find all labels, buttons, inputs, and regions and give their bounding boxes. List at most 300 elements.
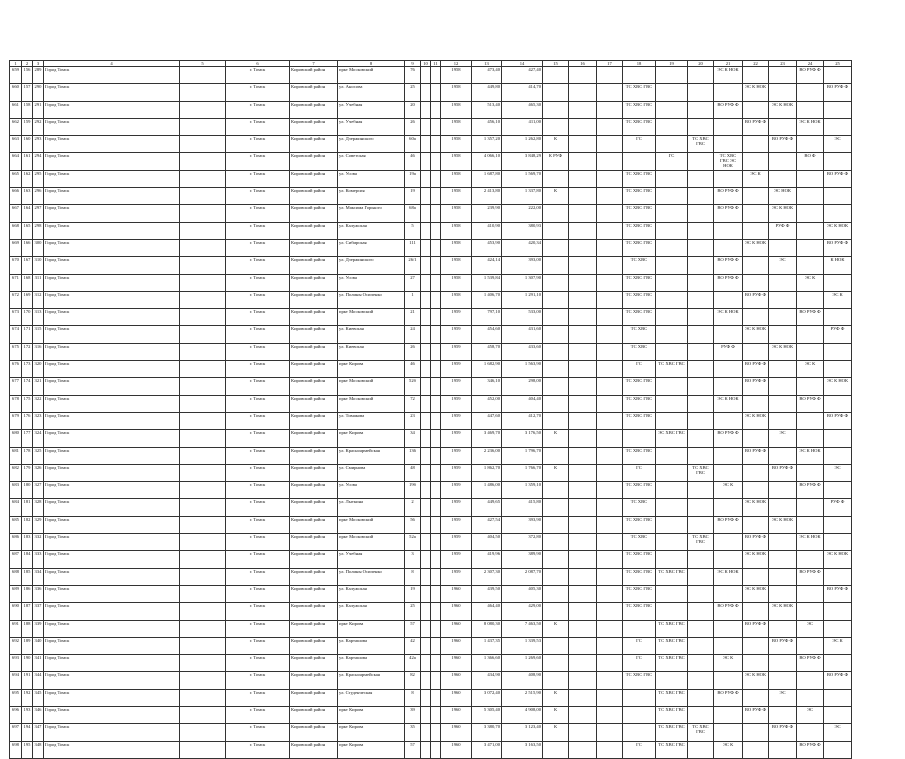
table-cell: ЭС ХВС ГВС bbox=[656, 430, 688, 447]
table-cell: 447,60 bbox=[472, 412, 502, 429]
table-cell: 194 bbox=[22, 724, 33, 741]
table-cell bbox=[769, 153, 797, 170]
table-cell: ТС ХВС ГВС bbox=[623, 291, 656, 308]
table-cell bbox=[656, 343, 688, 360]
table-cell bbox=[431, 395, 441, 412]
table-cell bbox=[597, 257, 623, 274]
table-cell bbox=[769, 672, 797, 689]
table-row bbox=[10, 620, 852, 637]
table-row bbox=[10, 361, 852, 378]
table-cell: г. Томск bbox=[226, 274, 290, 291]
table-cell: 684 bbox=[10, 499, 22, 516]
table-cell: г. Томск bbox=[226, 326, 290, 343]
table-cell: г. Томск bbox=[226, 620, 290, 637]
table-cell bbox=[688, 603, 714, 620]
table-row bbox=[10, 430, 852, 447]
table-cell bbox=[180, 395, 226, 412]
table-cell: ул. Сибирская bbox=[338, 239, 405, 256]
table-cell bbox=[656, 205, 688, 222]
table-cell: ЭС К bbox=[797, 361, 824, 378]
table-cell bbox=[421, 430, 431, 447]
table-cell: 1 862,70 bbox=[472, 464, 502, 481]
table-cell bbox=[797, 257, 824, 274]
table-cell bbox=[769, 585, 797, 602]
table-cell: ВО РУФ Ф bbox=[714, 205, 743, 222]
table-cell bbox=[569, 153, 597, 170]
table-cell: 300 bbox=[33, 239, 44, 256]
table-cell bbox=[714, 136, 743, 153]
table-cell: пркт Кирова bbox=[338, 430, 405, 447]
table-cell: Город Томск bbox=[44, 291, 180, 308]
table-cell: Город Томск bbox=[44, 361, 180, 378]
table-cell: 669 bbox=[10, 239, 22, 256]
table-cell: г. Томск bbox=[226, 153, 290, 170]
table-cell: 664 bbox=[10, 153, 22, 170]
table-cell bbox=[656, 499, 688, 516]
table-cell bbox=[656, 136, 688, 153]
table-cell bbox=[714, 412, 743, 429]
table-cell bbox=[743, 689, 769, 706]
table-cell bbox=[597, 101, 623, 118]
table-cell: 189 bbox=[22, 637, 33, 654]
table-cell bbox=[623, 430, 656, 447]
table-cell bbox=[656, 222, 688, 239]
table-cell: 1 682,90 bbox=[472, 361, 502, 378]
table-cell bbox=[769, 412, 797, 429]
table-row bbox=[10, 205, 852, 222]
table-cell: ул. Усова bbox=[338, 274, 405, 291]
table-cell bbox=[824, 309, 852, 326]
table-cell: 661 bbox=[10, 101, 22, 118]
table-cell: ГС bbox=[656, 153, 688, 170]
table-cell: 160 bbox=[22, 136, 33, 153]
table-cell bbox=[688, 67, 714, 84]
table-cell: ЭС К НОК bbox=[743, 585, 769, 602]
table-cell: 660 bbox=[10, 84, 22, 101]
table-cell bbox=[824, 361, 852, 378]
table-cell: пркт Кирова bbox=[338, 361, 405, 378]
table-cell: ЭС bbox=[824, 464, 852, 481]
table-cell: 1960 bbox=[441, 655, 472, 672]
table-cell: ЭС К bbox=[824, 637, 852, 654]
table-cell bbox=[824, 447, 852, 464]
table-cell: Город Томск bbox=[44, 637, 180, 654]
table-cell: К bbox=[543, 620, 569, 637]
table-cell: ТС ХВС ГВС bbox=[656, 568, 688, 585]
table-cell bbox=[824, 603, 852, 620]
table-cell: ЭС К bbox=[714, 482, 743, 499]
table-cell bbox=[569, 67, 597, 84]
table-cell bbox=[421, 170, 431, 187]
table-cell: ЭС К НОК bbox=[714, 568, 743, 585]
table-cell: ВО РУФ Ф bbox=[743, 361, 769, 378]
table-cell bbox=[543, 741, 569, 758]
table-cell: ВО РУФ Ф bbox=[824, 672, 852, 689]
table-cell bbox=[656, 101, 688, 118]
table-cell: ВО РУФ Ф bbox=[797, 67, 824, 84]
table-cell bbox=[769, 655, 797, 672]
table-cell: 1 bbox=[405, 291, 421, 308]
table-cell: 1959 bbox=[441, 378, 472, 395]
table-cell bbox=[431, 741, 441, 758]
table-cell bbox=[688, 170, 714, 187]
table-cell: 162 bbox=[22, 170, 33, 187]
table-cell bbox=[797, 378, 824, 395]
table-cell: ЭС bbox=[769, 430, 797, 447]
table-cell: пркт Кирова bbox=[338, 741, 405, 758]
table-cell bbox=[543, 67, 569, 84]
table-cell: ТС ХВС ГВС bbox=[656, 741, 688, 758]
table-cell: 691 bbox=[10, 620, 22, 637]
table-cell: 173 bbox=[22, 361, 33, 378]
table-row bbox=[10, 551, 852, 568]
table-cell: 170 bbox=[22, 309, 33, 326]
table-cell: 670 bbox=[10, 257, 22, 274]
table-cell bbox=[421, 482, 431, 499]
table-cell: ЭС К НОК bbox=[714, 67, 743, 84]
table-cell: 1958 bbox=[441, 118, 472, 135]
table-cell bbox=[769, 309, 797, 326]
table-cell: ЭС К НОК bbox=[769, 516, 797, 533]
table-cell bbox=[569, 430, 597, 447]
table-cell: ТС ХВС ГВС bbox=[656, 620, 688, 637]
table-cell: 380,93 bbox=[502, 222, 543, 239]
table-cell bbox=[421, 724, 431, 741]
table-cell: ул. Карташова bbox=[338, 655, 405, 672]
table-cell bbox=[543, 551, 569, 568]
table-cell: Кировский район bbox=[290, 620, 338, 637]
table-cell: пркт Московский bbox=[338, 395, 405, 412]
column-number: 7 bbox=[290, 61, 338, 67]
table-cell bbox=[597, 84, 623, 101]
table-cell: 164 bbox=[22, 205, 33, 222]
table-row bbox=[10, 464, 852, 481]
table-cell bbox=[431, 205, 441, 222]
table-cell: Кировский район bbox=[290, 464, 338, 481]
table-cell bbox=[543, 257, 569, 274]
table-cell: 2 515,90 bbox=[502, 689, 543, 706]
table-cell bbox=[797, 585, 824, 602]
table-cell: ЭС bbox=[824, 724, 852, 741]
table-cell: ЭС К НОК bbox=[769, 343, 797, 360]
table-cell bbox=[688, 499, 714, 516]
table-cell bbox=[180, 136, 226, 153]
table-cell: Кировский район bbox=[290, 118, 338, 135]
table-cell: г. Томск bbox=[226, 637, 290, 654]
table-cell bbox=[180, 67, 226, 84]
table-cell bbox=[421, 706, 431, 723]
table-cell: 1959 bbox=[441, 568, 472, 585]
column-number: 1 bbox=[10, 61, 22, 67]
table-cell: ТС ХВС ГВС bbox=[688, 534, 714, 551]
table-cell bbox=[543, 222, 569, 239]
table-cell: 7 463,50 bbox=[502, 620, 543, 637]
table-cell: 1958 bbox=[441, 67, 472, 84]
table-cell bbox=[597, 655, 623, 672]
table-cell bbox=[656, 118, 688, 135]
column-number: 3 bbox=[33, 61, 44, 67]
table-cell: 57 bbox=[405, 741, 421, 758]
table-cell: 311 bbox=[33, 274, 44, 291]
table-cell bbox=[431, 412, 441, 429]
table-cell bbox=[623, 724, 656, 741]
table-cell: 26 bbox=[405, 343, 421, 360]
table-cell bbox=[769, 620, 797, 637]
table-cell: Город Томск bbox=[44, 620, 180, 637]
table-cell bbox=[743, 153, 769, 170]
table-cell: ВО Ф bbox=[797, 153, 824, 170]
table-cell: г. Томск bbox=[226, 136, 290, 153]
table-cell: г. Томск bbox=[226, 118, 290, 135]
table-cell: г. Томск bbox=[226, 257, 290, 274]
table-cell bbox=[431, 499, 441, 516]
table-cell bbox=[743, 101, 769, 118]
table-cell: ТС ХВС ГВС ЭС НОК bbox=[714, 153, 743, 170]
table-cell: Кировский район bbox=[290, 170, 338, 187]
table-cell: 1960 bbox=[441, 689, 472, 706]
table-cell bbox=[431, 568, 441, 585]
table-cell bbox=[569, 84, 597, 101]
table-cell: ТС ХВС ГВС bbox=[623, 603, 656, 620]
table-cell: ВО РУФ Ф bbox=[797, 655, 824, 672]
table-cell: 166 bbox=[22, 239, 33, 256]
table-cell bbox=[656, 378, 688, 395]
table-cell bbox=[769, 706, 797, 723]
table-cell: 1958 bbox=[441, 222, 472, 239]
table-cell bbox=[769, 568, 797, 585]
table-cell: 161 bbox=[22, 153, 33, 170]
table-cell: Город Томск bbox=[44, 222, 180, 239]
table-cell: ЭС К НОК bbox=[743, 672, 769, 689]
table-cell: ГС bbox=[623, 136, 656, 153]
table-cell: ВО РУФ Ф bbox=[797, 568, 824, 585]
table-cell: 1958 bbox=[441, 274, 472, 291]
table-cell bbox=[597, 118, 623, 135]
table-cell bbox=[743, 343, 769, 360]
table-cell: 172 bbox=[22, 343, 33, 360]
table-cell: 340 bbox=[33, 637, 44, 654]
table-cell bbox=[769, 291, 797, 308]
table-cell bbox=[431, 706, 441, 723]
table-cell: ВО РУФ Ф bbox=[743, 534, 769, 551]
table-cell: 458,70 bbox=[472, 343, 502, 360]
table-cell bbox=[180, 464, 226, 481]
table-row bbox=[10, 482, 852, 499]
table-cell bbox=[431, 291, 441, 308]
table-cell: ТС ХВС ГВС bbox=[656, 655, 688, 672]
table-cell bbox=[714, 464, 743, 481]
table-cell: 695 bbox=[10, 689, 22, 706]
table-cell: ул. Карташова bbox=[338, 637, 405, 654]
table-cell: Кировский район bbox=[290, 239, 338, 256]
table-cell: 1959 bbox=[441, 482, 472, 499]
table-cell bbox=[743, 188, 769, 205]
table-cell: 332 bbox=[33, 534, 44, 551]
table-cell: 3 380,70 bbox=[472, 724, 502, 741]
table-cell bbox=[743, 257, 769, 274]
table-row bbox=[10, 724, 852, 741]
table-cell bbox=[421, 326, 431, 343]
table-cell bbox=[656, 603, 688, 620]
table-cell: 673 bbox=[10, 309, 22, 326]
table-cell bbox=[797, 551, 824, 568]
table-cell bbox=[421, 620, 431, 637]
table-cell: 1958 bbox=[441, 257, 472, 274]
table-cell: г. Томск bbox=[226, 205, 290, 222]
registry-sheet bbox=[9, 60, 852, 759]
table-cell: ул. Калужская bbox=[338, 585, 405, 602]
table-cell bbox=[656, 326, 688, 343]
table-cell: ЭС К НОК bbox=[743, 412, 769, 429]
table-cell bbox=[431, 482, 441, 499]
table-cell: г. Томск bbox=[226, 689, 290, 706]
table-cell: ЭС К НОК bbox=[743, 326, 769, 343]
table-cell bbox=[421, 412, 431, 429]
table-cell: 8 bbox=[405, 568, 421, 585]
table-cell bbox=[743, 395, 769, 412]
table-cell: Кировский район bbox=[290, 378, 338, 395]
table-cell: г. Томск bbox=[226, 188, 290, 205]
table-cell: 35 bbox=[405, 724, 421, 741]
table-cell: г. Томск bbox=[226, 603, 290, 620]
table-cell bbox=[431, 724, 441, 741]
table-cell bbox=[714, 447, 743, 464]
table-cell: Кировский район bbox=[290, 361, 338, 378]
table-cell: ЭС bbox=[769, 257, 797, 274]
table-cell: 682 bbox=[10, 464, 22, 481]
table-cell bbox=[688, 568, 714, 585]
table-cell: 5 bbox=[405, 222, 421, 239]
table-cell: Город Томск bbox=[44, 741, 180, 758]
table-cell: 186 bbox=[22, 585, 33, 602]
column-number: 2 bbox=[22, 61, 33, 67]
table-cell bbox=[688, 101, 714, 118]
table-cell: г. Томск bbox=[226, 84, 290, 101]
table-cell: ГС bbox=[623, 655, 656, 672]
table-cell: 315 bbox=[33, 326, 44, 343]
table-cell: пркт Московский bbox=[338, 309, 405, 326]
table-cell: К bbox=[543, 689, 569, 706]
table-cell: Кировский район bbox=[290, 309, 338, 326]
table-cell: г. Томск bbox=[226, 516, 290, 533]
table-cell bbox=[421, 585, 431, 602]
table-cell bbox=[797, 222, 824, 239]
table-cell bbox=[569, 655, 597, 672]
table-cell bbox=[180, 378, 226, 395]
table-cell bbox=[180, 447, 226, 464]
table-cell: ВО РУФ Ф bbox=[824, 239, 852, 256]
table-cell bbox=[769, 447, 797, 464]
table-cell: 20 bbox=[405, 101, 421, 118]
table-cell: 187 bbox=[22, 603, 33, 620]
table-cell: 321 bbox=[33, 378, 44, 395]
table-cell: ТС ХВС ГВС bbox=[623, 395, 656, 412]
table-cell: 2 307,30 bbox=[472, 568, 502, 585]
table-cell: 452,00 bbox=[472, 395, 502, 412]
table-cell: Город Томск bbox=[44, 136, 180, 153]
table-cell: г. Томск bbox=[226, 291, 290, 308]
table-cell bbox=[569, 257, 597, 274]
table-cell bbox=[421, 67, 431, 84]
table-row bbox=[10, 672, 852, 689]
table-cell: Город Томск bbox=[44, 67, 180, 84]
table-cell: 56 bbox=[405, 516, 421, 533]
table-cell bbox=[543, 361, 569, 378]
table-cell: Город Томск bbox=[44, 257, 180, 274]
table-cell: 533,00 bbox=[502, 309, 543, 326]
table-cell bbox=[714, 706, 743, 723]
table-cell bbox=[656, 585, 688, 602]
table-cell bbox=[688, 84, 714, 101]
table-cell: ул. Тимакова bbox=[338, 412, 405, 429]
table-cell bbox=[569, 706, 597, 723]
table-cell bbox=[714, 239, 743, 256]
table-cell: 453,90 bbox=[472, 239, 502, 256]
table-cell bbox=[180, 257, 226, 274]
table-cell: 1959 bbox=[441, 395, 472, 412]
table-cell: 410,90 bbox=[472, 222, 502, 239]
table-cell bbox=[769, 741, 797, 758]
table-cell bbox=[180, 343, 226, 360]
table-cell bbox=[597, 499, 623, 516]
table-cell bbox=[688, 430, 714, 447]
table-cell: 797,10 bbox=[472, 309, 502, 326]
table-cell: пркт Кирова bbox=[338, 706, 405, 723]
table-cell bbox=[569, 291, 597, 308]
table-cell bbox=[597, 534, 623, 551]
table-cell: 159 bbox=[22, 118, 33, 135]
table-cell: Город Томск bbox=[44, 724, 180, 741]
table-cell: ЭС bbox=[797, 620, 824, 637]
table-cell: 3 072,40 bbox=[472, 689, 502, 706]
table-cell: 692 bbox=[10, 637, 22, 654]
table-cell: 513,40 bbox=[472, 101, 502, 118]
table-cell: 191 bbox=[22, 672, 33, 689]
table-cell bbox=[597, 188, 623, 205]
table-cell: 324 bbox=[33, 430, 44, 447]
table-cell bbox=[656, 534, 688, 551]
table-cell bbox=[421, 257, 431, 274]
table-cell: Город Томск bbox=[44, 482, 180, 499]
table-cell: ТС ХВС bbox=[623, 257, 656, 274]
table-cell: 298 bbox=[33, 222, 44, 239]
table-cell bbox=[543, 378, 569, 395]
table-row bbox=[10, 395, 852, 412]
table-cell bbox=[569, 239, 597, 256]
table-cell: г. Томск bbox=[226, 222, 290, 239]
table-cell: ЭС К bbox=[714, 741, 743, 758]
table-cell: Кировский район bbox=[290, 499, 338, 516]
table-cell: ТС ХВС ГВС bbox=[623, 222, 656, 239]
table-cell: 182 bbox=[22, 516, 33, 533]
table-cell bbox=[421, 672, 431, 689]
table-cell bbox=[623, 153, 656, 170]
table-cell: Кировский район bbox=[290, 205, 338, 222]
table-cell: 1960 bbox=[441, 603, 472, 620]
table-cell bbox=[180, 222, 226, 239]
table-cell bbox=[180, 585, 226, 602]
table-cell: ТС ХВС ГВС bbox=[623, 170, 656, 187]
table-cell bbox=[543, 326, 569, 343]
table-cell bbox=[597, 239, 623, 256]
table-cell bbox=[597, 309, 623, 326]
table-cell bbox=[824, 274, 852, 291]
table-cell: Город Томск bbox=[44, 689, 180, 706]
table-cell: г. Томск bbox=[226, 170, 290, 187]
table-cell bbox=[769, 84, 797, 101]
table-cell: 334 bbox=[33, 568, 44, 585]
table-cell: 1958 bbox=[441, 205, 472, 222]
